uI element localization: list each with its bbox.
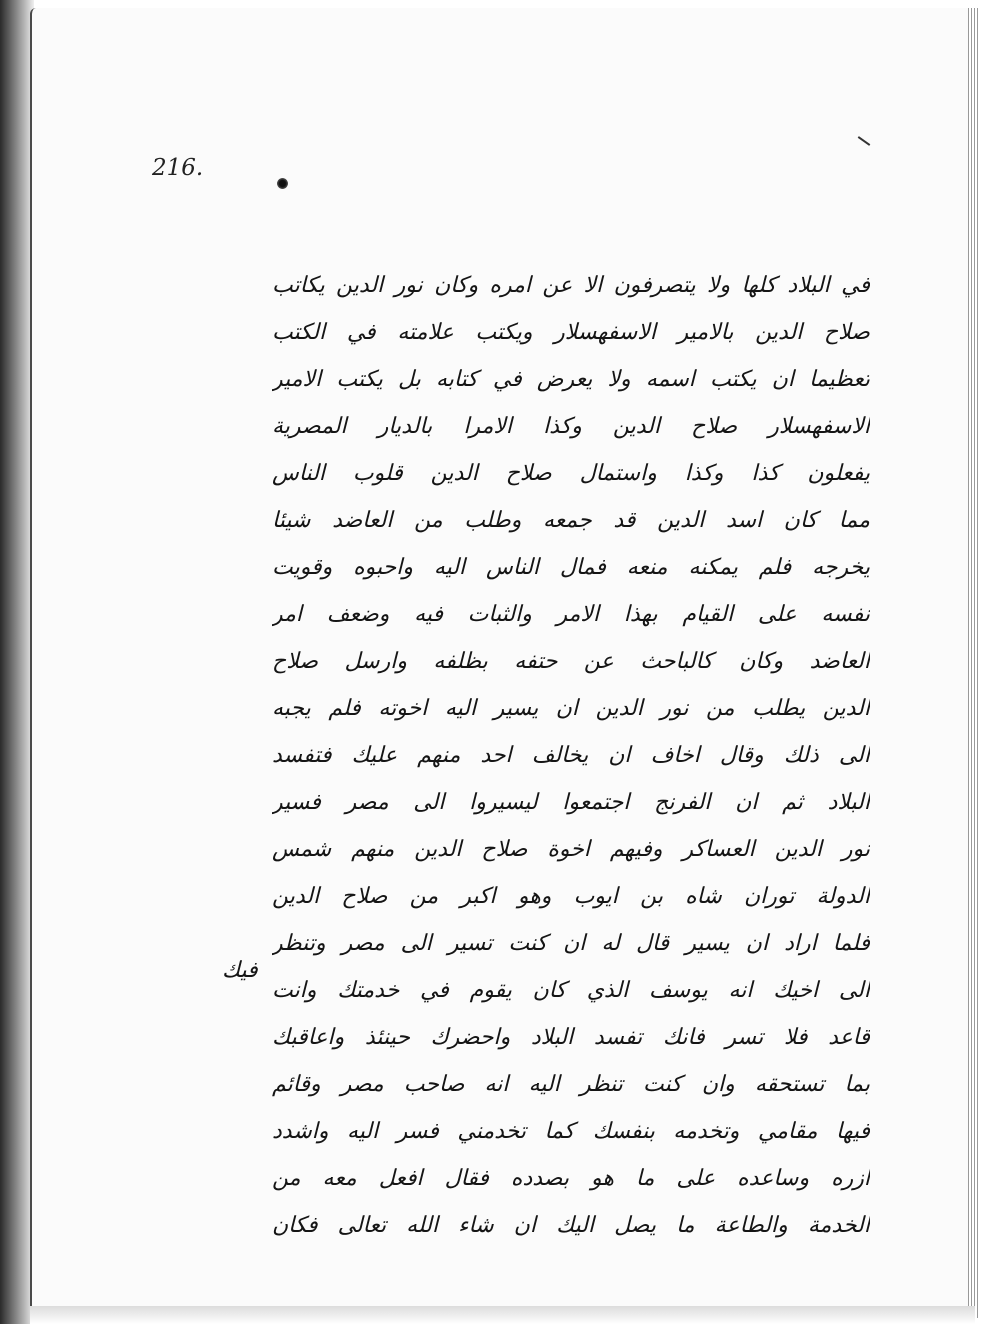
- text-line: يفعلون كذا وكذا واستمال صلاح الدين قلوب الناس: [272, 461, 870, 486]
- text-line: الخدمة والطاعة ما يصل اليك ان شاء الله تعالى فكان: [272, 1213, 870, 1238]
- text-line: نور الدين العساكر وفيهم اخوة صلاح الدين منهم شمس: [272, 837, 870, 862]
- margin-note: فيك: [222, 958, 258, 983]
- text-line: الاسفهسلار صلاح الدين وكذا الامرا بالديار المصرية: [272, 414, 870, 439]
- text-line: ازره وساعده على ما هو بصدده فقال افعل معه من: [272, 1166, 870, 1191]
- page-bottom-edge: [30, 1306, 975, 1324]
- text-line: الى اخيك انه يوسف الذي كان يقوم في خدمتك وانت: [272, 978, 870, 1003]
- arabic-text-block: [272, 262, 870, 1249]
- text-line: البلاد ثم ان الفرنج اجتمعوا ليسيروا الى مصر فسير: [272, 790, 870, 815]
- ink-stamp-icon: [277, 178, 288, 189]
- text-line: الى ذلك وقال اخاف ان يخالف احد منهم عليك فتفسد: [272, 743, 870, 768]
- text-line: تعظيما ان يكتب اسمه ولا يعرض في كتابه بل يكتب الامير: [272, 367, 870, 392]
- text-line: فيها مقامي وتخدمه بنفسك كما تخدمني فسر اليه واشدد: [272, 1119, 870, 1144]
- text-line: قاعد فلا تسر فانك تفسد البلاد واحضرك حينئذ واعاقبك: [272, 1025, 870, 1050]
- folio-number: 216.: [152, 155, 204, 181]
- text-line: يخرجه فلم يمكنه منعه فمال الناس اليه واحبوه وقويت: [272, 555, 870, 580]
- binding-shadow: [0, 0, 34, 1324]
- text-line: مما كان اسد الدين قد جمعه وطلب من العاضد شيئا: [272, 508, 870, 533]
- text-line: نفسه على القيام بهذا الامر والثبات فيه وضعف امر: [272, 602, 870, 627]
- text-line: بما تستحقه وان كنت تنظر اليه انه صاحب مصر وقائم: [272, 1072, 870, 1097]
- text-line: العاضد وكان كالباحث عن حتفه بظلفه وارسل صلاح: [272, 649, 870, 674]
- text-line: صلاح الدين بالامير الاسفهسلار ويكتب علامته في الكتب: [272, 320, 870, 345]
- text-line: الدين يطلب من نور الدين ان يسير اليه اخوته فلم يجبه: [272, 696, 870, 721]
- page-stack-edge: [968, 8, 978, 1318]
- text-line: في البلاد كلها ولا يتصرفون الا عن امره وكان نور الدين يكاتب: [272, 273, 870, 298]
- text-line: الدولة توران شاه بن ايوب وهو اكبر من صلاح الدين: [272, 884, 870, 909]
- text-line: فلما اراد ان يسير قال له ان كنت تسير الى مصر وتنظر: [272, 931, 870, 956]
